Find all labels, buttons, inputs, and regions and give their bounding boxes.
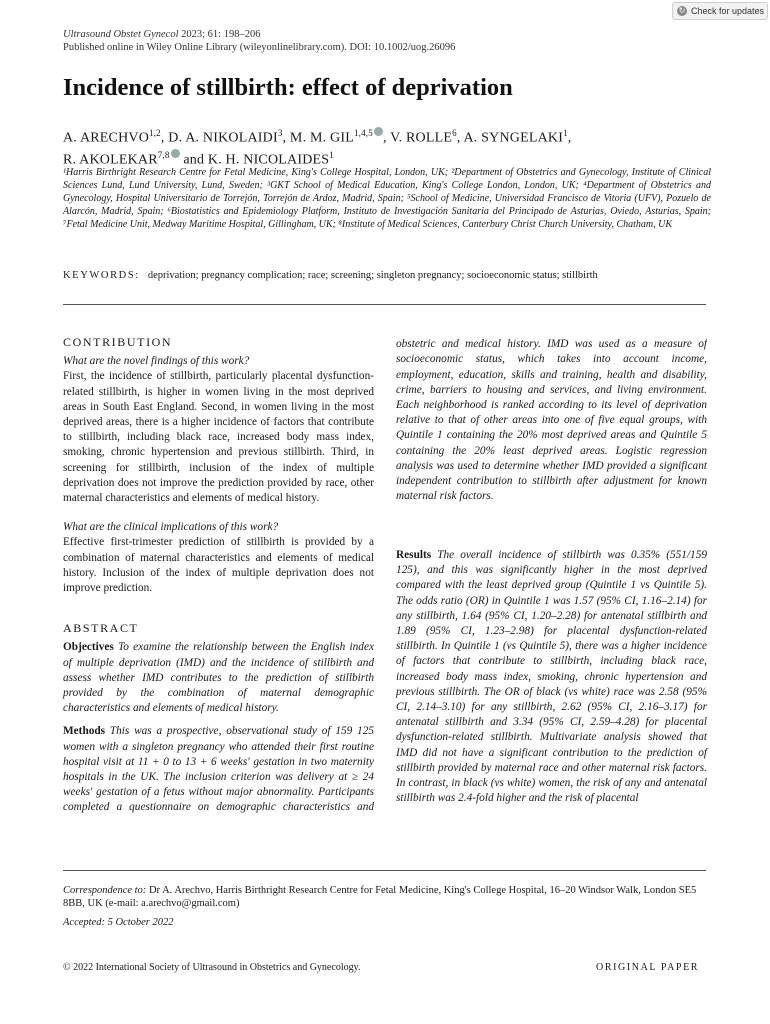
author-affiliation-sup: 6	[452, 128, 457, 138]
correspondence-text: Dr A. Arechvo, Harris Birthright Research Centre for Fetal Medicine, King's College Hospital, 16–20 Windsor Walk, London SE5 8BB, UK (e-mail: a.arechvo@gmail.com)	[63, 885, 697, 910]
keywords-text: deprivation; pregnancy complication; race; screening; singleton pregnancy; socioeconomic status; stillbirth	[147, 270, 598, 281]
author-affiliation-sup: 1	[329, 149, 334, 160]
accepted-date: Accepted: 5 October 2022	[63, 917, 174, 928]
keywords	[63, 270, 713, 281]
author-name: , A. SYNGELAKI	[456, 130, 564, 146]
author-affiliation-sup: 1	[563, 128, 568, 138]
author-name: , M. M. GIL	[282, 130, 354, 146]
contribution-answer-1: First, the incidence of stillbirth, particularly placental dysfunction-related stillbirth, is higher in women living in the most deprived areas in South East England. Second, in women living in the most deprived areas, there is a higher incidence of factors that contribute to stillbirth, including black race, increased body mass index, smoking, chronic hypertension and previous stillbirth. Third, in screening for stillbirth, inclusion of the index of multiple deprivation does not improve the prediction provided by race, other maternal characteristics and elements of medical history.	[63, 370, 374, 505]
methods-continued	[396, 337, 707, 540]
objectives-text: To examine the relationship between the English index of multiple deprivation (IMD) and the incidence of stillbirth and assess whether IMD contributes to the prediction of stillbirth provided by the combination of maternal demographic characteristics and elements of medical history.	[63, 641, 374, 715]
contribution-heading: CONTRIBUTION	[63, 335, 173, 349]
divider	[63, 870, 706, 871]
author-affiliation-sup: 3	[277, 128, 283, 138]
objectives-paragraph	[63, 640, 374, 716]
correspondence-label: Correspondence to:	[63, 885, 147, 896]
publication-info: Published online in Wiley Online Library (wileyonlinelibrary.com). DOI: 10.1002/uog.26096	[63, 42, 456, 53]
author-affiliation-sup: 1,4,5	[353, 128, 373, 138]
left-column	[63, 335, 374, 816]
check-for-updates-label: Check for updates	[691, 6, 765, 16]
journal-header	[63, 28, 455, 54]
author-name: and K. H. NICOLAIDES	[179, 152, 330, 168]
author-affiliation-sup: 7,8	[157, 149, 170, 160]
author-name: A. ARECHVO	[63, 130, 150, 146]
contribution-answer-2: Effective first-trimester prediction of stillbirth is provided by a combination of maternal characteristics and elements of medical history. Inclusion of the index of multiple deprivation does not improve prediction.	[63, 536, 374, 595]
check-for-updates-badge[interactable]	[672, 2, 768, 20]
affiliations: ¹Harris Birthright Research Centre for Fetal Medicine, King's College Hospital, London, UK; ²Department of Obstetrics and Gynecology, Institute of Clinical Sciences Lund, Lund University, Lund, Sweden; ³GKT School of Medical Education, King's College London, London, UK; ⁴Department of Obstetrics and Gynecology, Hospital Universitario de Torrejón, Torrejón de Ardoz, Madrid, Spain; ⁵School of Medicine, Universidad Francisco de Vitoria (UFV), Pozuelo de Alarcón, Madrid, Spain; ⁶Biostatistics and Epidemiology Platform, Instituto de Investigación Sanitaria del Principado de Asturias, Oviedo, Asturias, Spain; ⁷Fetal Medicine Unit, Medway Maritime Hospital, Gillingham, UK; ⁸Institute of Medical Sciences, Canterbury Christ Church University, Chatham, UK	[63, 167, 711, 231]
results-paragraph	[396, 548, 707, 806]
author-name: R. AKOLEKAR	[63, 152, 158, 168]
author-affiliation-sup: 1,2	[149, 128, 161, 138]
abstract-heading: ABSTRACT	[63, 621, 139, 636]
copyright: © 2022 International Society of Ultrasound in Obstetrics and Gynecology.	[63, 962, 361, 973]
journal-name: Ultrasound Obstet Gynecol	[63, 29, 179, 40]
methods-paragraph	[63, 724, 374, 816]
author-list	[63, 125, 713, 168]
results-text: The overall incidence of stillbirth was 0.35% (551/159 125), and this was significantly higher in the most deprived compared with the least deprived group (Quintile 1 vs Quintile 5). The odds ratio (OR) in Quintile 1 was 1.57 (95% CI, 1.16–2.14) for any stillbirth, 1.64 (95% CI, 1.20–2.28) for antenatal stillbirth and 1.89 (95% CI, 1.23–2.98) for placental dysfunction-related stillbirth. In Quintile 1 (vs Quintile 5), there was a higher incidence of factors that contribute to stillbirth, including black race, increased body mass index, smoking, chronic hypertension and previous stillbirth. The OR of black (vs white) race was 2.58 (95% CI, 2.14–3.10) for any stillbirth, 2.62 (95% CI, 2.16–3.17) for antenatal stillbirth and 3.34 (95% CI, 2.59–4.28) for placental dysfunction-related stillbirth. Multivariate analysis showed that IMD did not have a significant contribution to the prediction of stillbirth provided by maternal race and other maternal risk factors. In contrast, in black (vs white) women, the risk of any and antenatal stillbirth was 2.4-fold higher and the risk of placental	[396, 549, 707, 805]
author-name: , D. A. NIKOLAIDI	[160, 130, 278, 146]
refresh-icon: ↻	[678, 6, 686, 15]
divider	[63, 304, 706, 305]
methods-text: This was a prospective, observational study of 159 125 women with a singleton pregnancy who attended their first routine hospital visit at 11 + 0 to 13 + 6 weeks' gestation in two maternity hospitals in the UK. The inclusion criterion was delivery at ≥ 24 weeks' gestation of a fetus without major abnormality. Participants completed a questionnaire on demographic characteristics and	[63, 725, 374, 814]
contribution-question-1: What are the novel findings of this work?	[63, 355, 250, 368]
orcid-icon[interactable]	[171, 149, 180, 158]
results-label: Results	[396, 549, 432, 561]
journal-citation: 2023; 61: 198–206	[178, 29, 261, 40]
right-column	[396, 337, 707, 806]
methods-text-continued: obstetric and medical history. IMD was used as a measure of socioeconomic status, which takes into account income, employment, education, skills and training, health and disability, crime, barriers to housing and services, and living environment. Each neighborhood is ranked according to its level of deprivation relative to that of other areas into one of five equal groups, with Quintile 1 containing the 20% most deprived areas and Quintile 5 containing the 20% least deprived areas. Logistic regression analysis was used to determine whether IMD provided a significant independent contribution to stillbirth after adjustment for known maternal risk factors.	[396, 338, 707, 503]
keywords-label: KEYWORDS:	[63, 270, 140, 281]
author-name: , V. ROLLE	[382, 130, 453, 146]
correspondence	[63, 884, 709, 910]
orcid-icon[interactable]	[374, 127, 383, 136]
author-separator: ,	[567, 130, 572, 146]
paper-type: ORIGINAL PAPER	[596, 962, 700, 973]
article-title: Incidence of stillbirth: effect of deprivation	[63, 74, 513, 101]
objectives-label: Objectives	[63, 641, 114, 654]
contribution-question-2: What are the clinical implications of this work?	[63, 521, 279, 534]
methods-label: Methods	[63, 725, 106, 738]
